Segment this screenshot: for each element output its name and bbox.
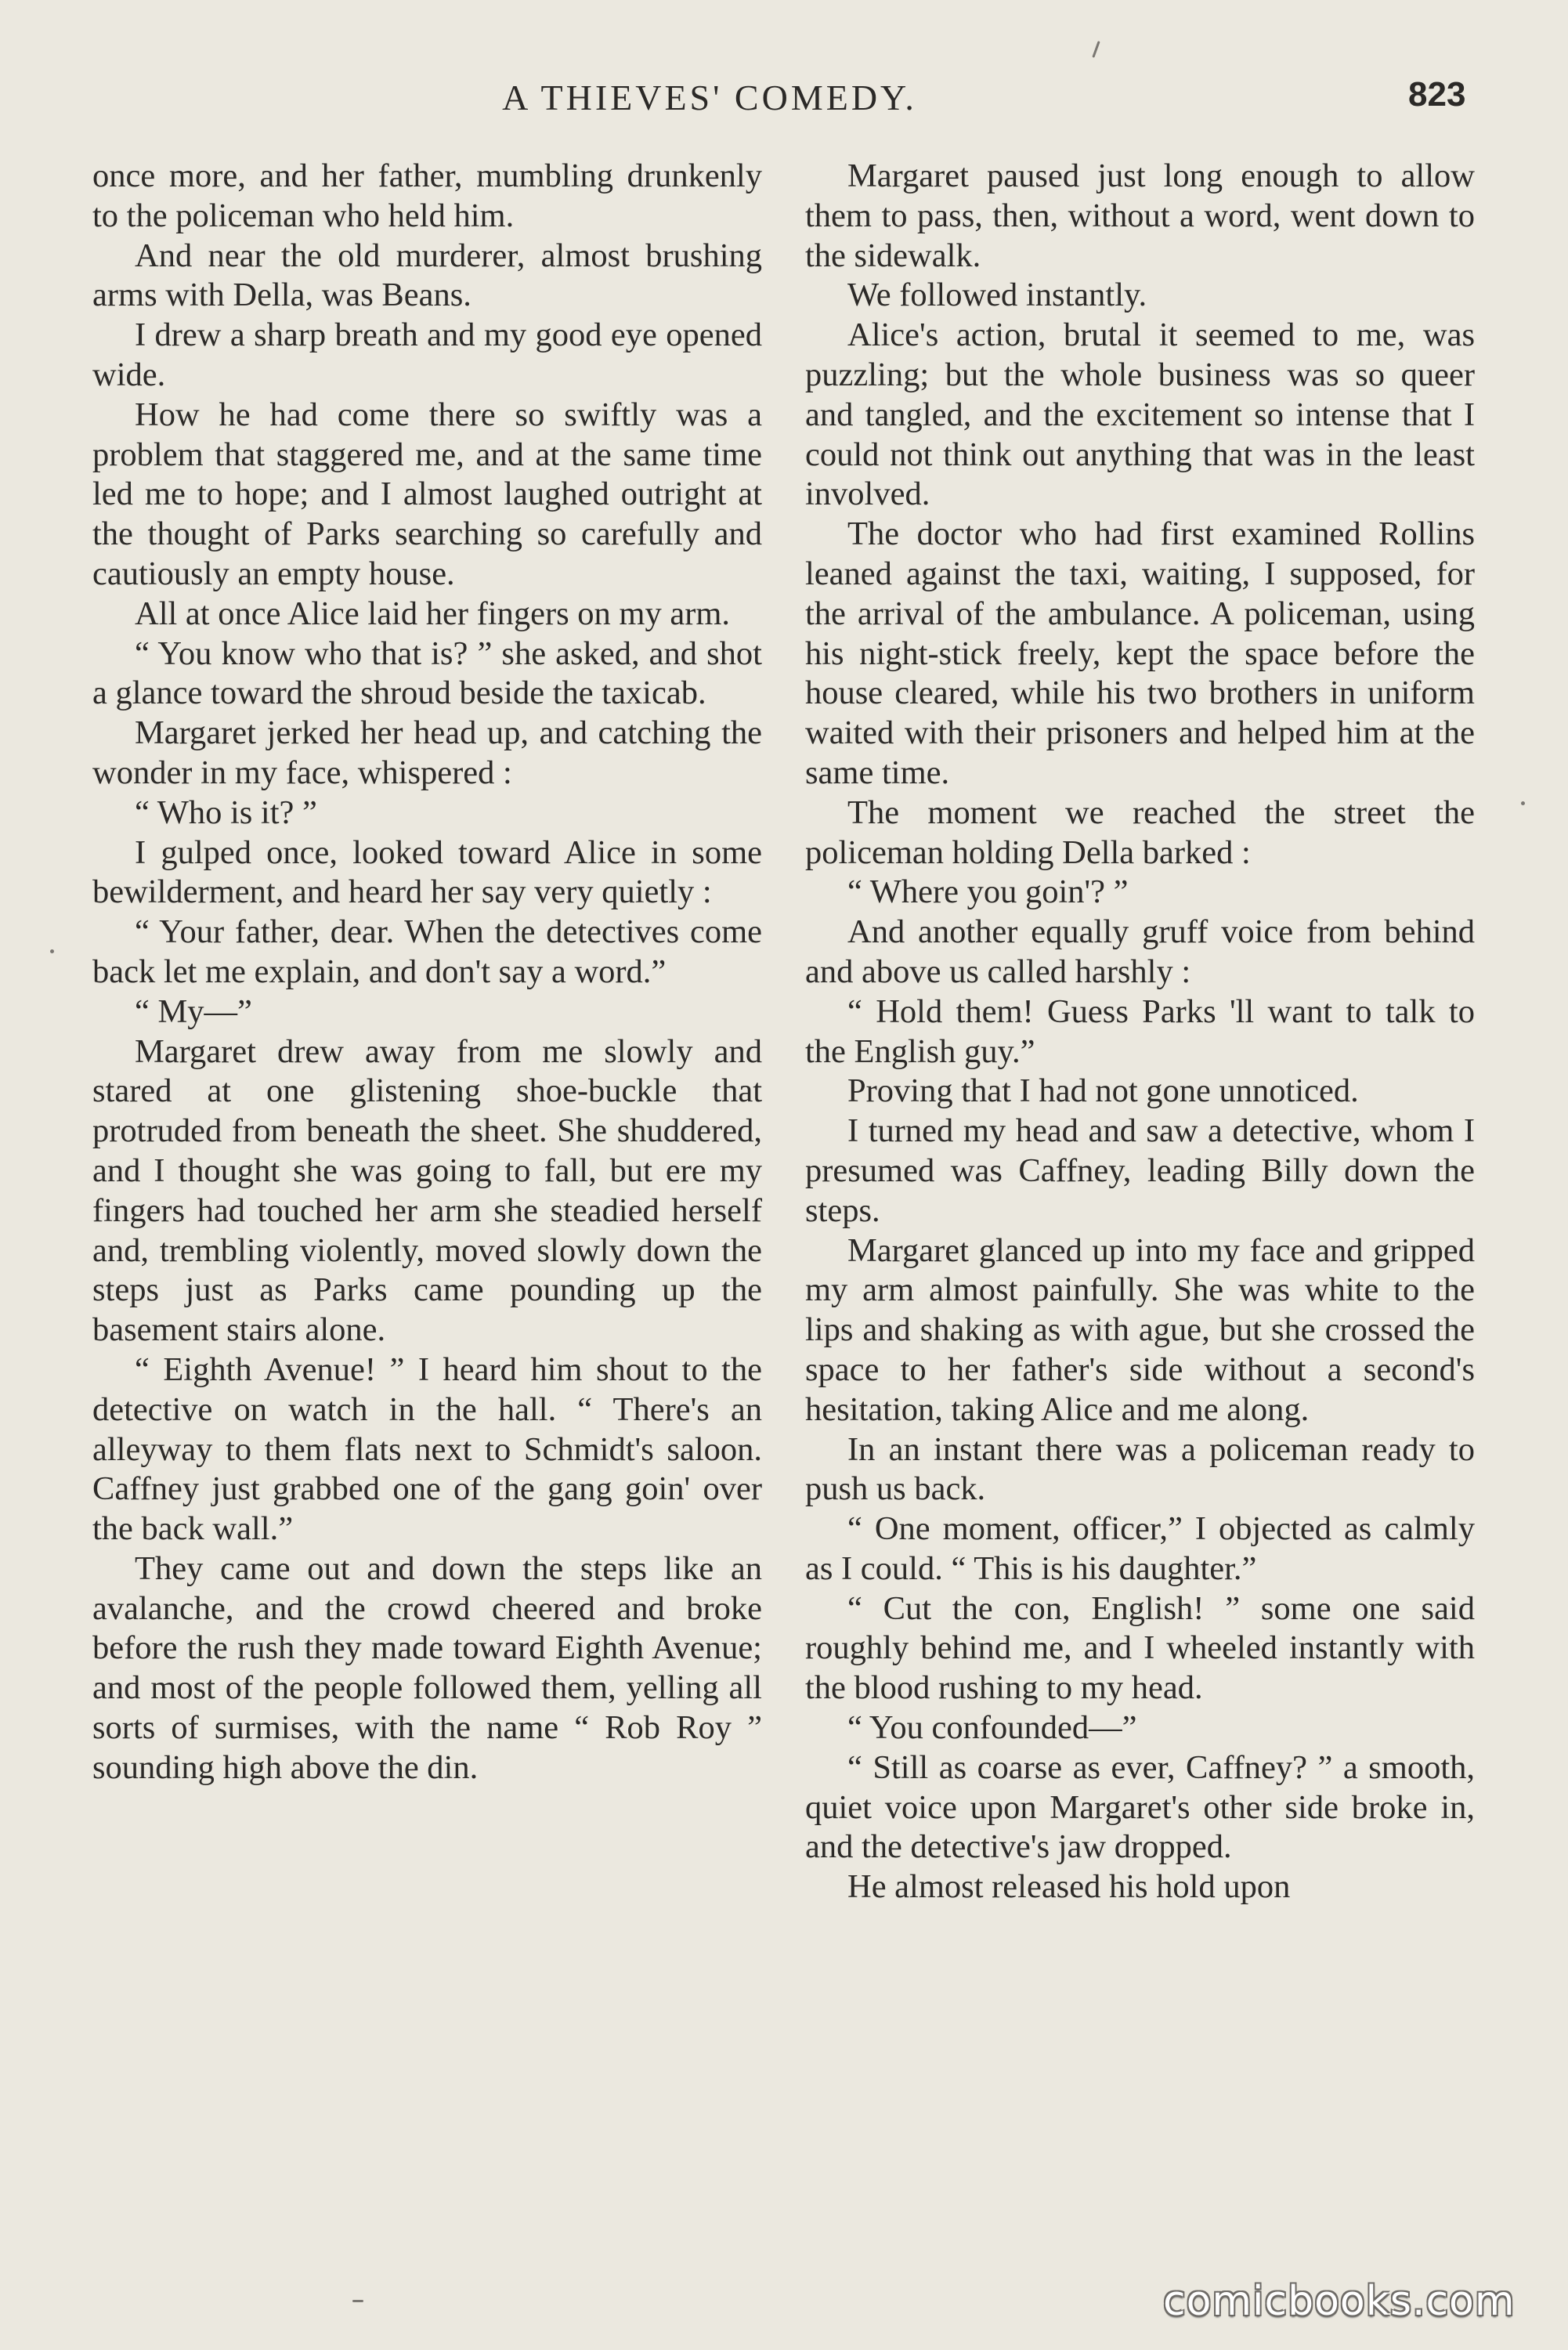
print-speck bbox=[50, 949, 54, 953]
paragraph: “ Hold them! Guess Parks 'll want to talk to the English guy.” bbox=[805, 992, 1475, 1070]
print-speck bbox=[1092, 41, 1100, 58]
page-number: 823 bbox=[1408, 75, 1466, 114]
paragraph: He almost released his hold upon bbox=[847, 1868, 1291, 1906]
paragraph: “ Who is it? ” bbox=[135, 794, 317, 831]
paragraph: Margaret glanced up into my face and gripped my arm almost painfully. She was white to the lips and shaking as with ague, but she crossed the space to her father's side without a second's hesitation, taking Alice and me along. bbox=[805, 1231, 1475, 1428]
paragraph: Margaret drew away from me slowly and stared at one glistening shoe-buckle that protruded from beneath the sheet. She shuddered, and I thought she was going to fall, but ere my fingers had touched her arm she steadied herself and, trembling violently, moved slowly down the steps just as Parks came pounding up the basement stairs alone. bbox=[92, 1032, 762, 1349]
paragraph: once more, and her father, mumbling drunkenly to the policeman who held him. bbox=[92, 157, 762, 234]
paragraph: “ You confounded—” bbox=[847, 1709, 1137, 1747]
paragraph: “ Cut the con, English! ” some one said roughly behind me, and I wheeled instantly with the blood rushing to my head. bbox=[805, 1589, 1475, 1707]
paragraph: “ My—” bbox=[135, 992, 252, 1030]
paragraph: In an instant there was a policeman ready to push us back. bbox=[805, 1430, 1475, 1508]
paragraph: I turned my head and saw a detective, whom I presumed was Caffney, leading Billy down the steps. bbox=[805, 1112, 1475, 1229]
text-column-right bbox=[805, 157, 1475, 1907]
text-column-left bbox=[92, 157, 762, 1788]
watermark: comicbooks.com bbox=[1163, 2278, 1516, 2325]
paragraph: They came out and down the steps like an avalanche, and the crowd cheered and broke before the rush they made toward Eighth Avenue; and most of the people followed them, yelling all sorts of surmises, with the name “ Rob Roy ” sounding high above the din. bbox=[92, 1549, 762, 1786]
running-title: A THIEVES' COMEDY. bbox=[502, 78, 917, 118]
running-head bbox=[0, 72, 1568, 127]
paragraph: We followed instantly. bbox=[847, 277, 1147, 314]
paragraph: The doctor who had first examined Rollins leaned against the taxi, waiting, I supposed, for the arrival of the ambulance. A policeman, using his night-stick freely, kept the space before the house cleared, while his two brothers in uniform waited with their prisoners and helped him at the same time. bbox=[805, 515, 1475, 791]
paragraph: I gulped once, looked toward Alice in some bewilderment, and heard her say very quietly : bbox=[92, 833, 762, 911]
paragraph: Margaret jerked her head up, and catching the wonder in my face, whispered : bbox=[92, 714, 762, 791]
paragraph: Alice's action, brutal it seemed to me, was puzzling; but the whole business was so queer and tangled, and the excitement so intense that I could not think out anything that was in the least involved. bbox=[805, 316, 1475, 513]
print-speck bbox=[1521, 801, 1525, 805]
paragraph: Proving that I had not gone unnoticed. bbox=[847, 1072, 1359, 1110]
paragraph: And near the old murderer, almost brushing arms with Della, was Beans. bbox=[92, 237, 762, 314]
paragraph: I drew a sharp breath and my good eye opened wide. bbox=[92, 316, 762, 393]
paragraph: All at once Alice laid her fingers on my arm. bbox=[135, 595, 731, 632]
paragraph: “ Still as coarse as ever, Caffney? ” a smooth, quiet voice upon Margaret's other side broke in, and the detective's jaw dropped. bbox=[805, 1748, 1475, 1866]
paragraph: Margaret paused just long enough to allow them to pass, then, without a word, went down to the sidewalk. bbox=[805, 157, 1475, 274]
paragraph: “ Your father, dear. When the detectives come back let me explain, and don't say a word.” bbox=[92, 913, 762, 990]
paragraph: “ One moment, officer,” I objected as calmly as I could. “ This is his daughter.” bbox=[805, 1510, 1475, 1587]
paragraph: How he had come there so swiftly was a problem that staggered me, and at the same time led me to hope; and I almost laughed outright at the thought of Parks searching so carefully and cautiously an empty house. bbox=[92, 396, 762, 592]
paragraph: “ You know who that is? ” she asked, and shot a glance toward the shroud beside the taxicab. bbox=[92, 634, 762, 712]
paragraph: The moment we reached the street the policeman holding Della barked : bbox=[805, 794, 1475, 871]
print-speck bbox=[352, 2300, 363, 2302]
paragraph: “ Where you goin'? ” bbox=[847, 873, 1129, 911]
paragraph: “ Eighth Avenue! ” I heard him shout to the detective on watch in the hall. “ There's an alleyway to them flats next to Schmidt's saloon. Caffney just grabbed one of the gang goin' over the back wall.” bbox=[92, 1350, 762, 1548]
paragraph: And another equally gruff voice from behind and above us called harshly : bbox=[805, 913, 1475, 990]
